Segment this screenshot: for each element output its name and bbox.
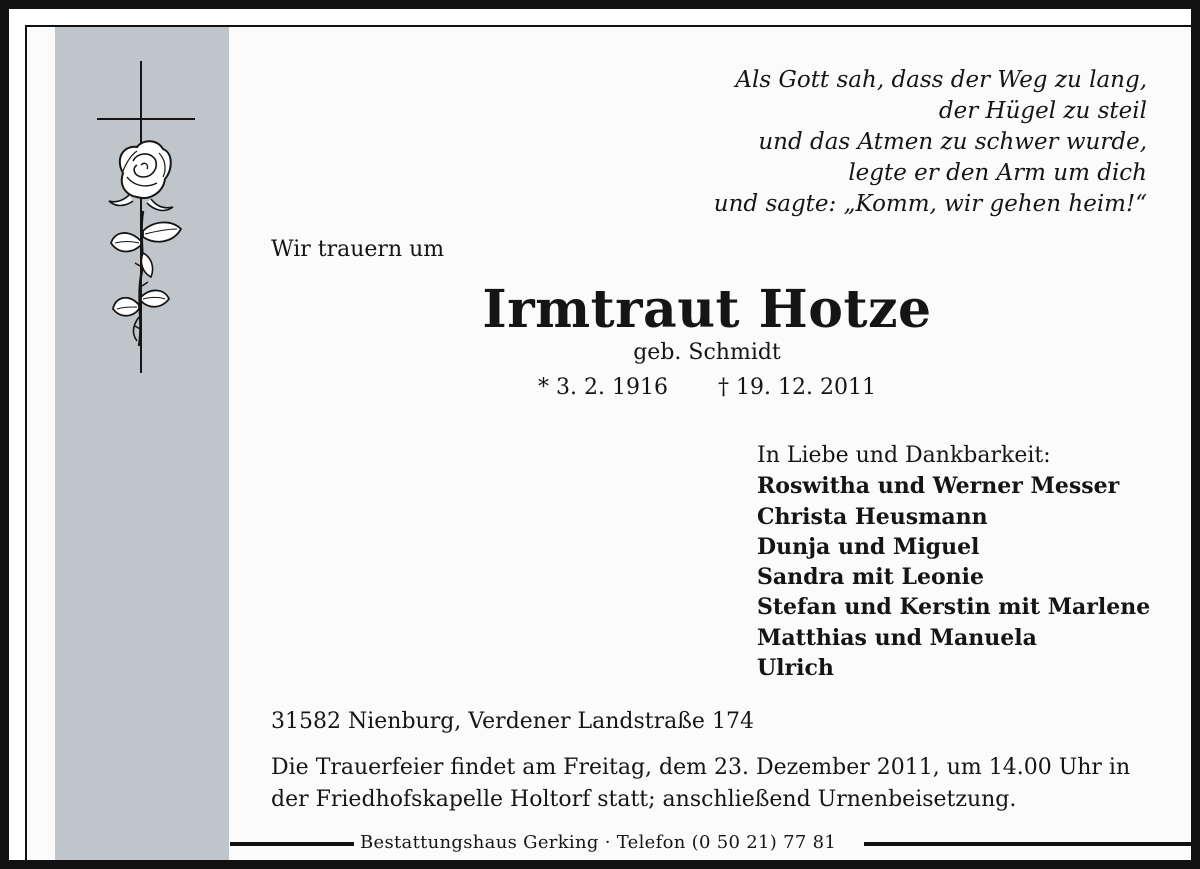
ceremony-notice <box>271 752 1171 816</box>
mourner-entry: Christa Heusmann <box>757 503 988 530</box>
footer-rule-right <box>864 842 1193 846</box>
mourner-entry: Roswitha und Werner Messer <box>757 473 1120 500</box>
mourner-entry: Dunja und Miguel <box>757 533 980 560</box>
life-dates <box>277 375 1137 400</box>
poem-line: legte er den Arm um dich <box>848 160 1147 186</box>
poem-line: und das Atmen zu schwer wurde, <box>758 129 1147 155</box>
poem <box>714 65 1147 220</box>
family-address: 31582 Nienburg, Verdener Landstraße 174 <box>271 709 754 734</box>
poem-line: und sagte: „Komm, wir gehen heim!“ <box>713 191 1147 217</box>
ceremony-line: Die Trauerfeier findet am Freitag, dem 23. Dezember 2011, um 14.00 Uhr in <box>271 755 1131 780</box>
maiden-name: geb. Schmidt <box>633 340 781 365</box>
mourners-intro: In Liebe und Dankbarkeit: <box>757 443 1051 468</box>
mourner-entry: Matthias und Manuela <box>757 624 1037 651</box>
birth-date: * 3. 2. 1916 <box>538 375 668 400</box>
funeral-home-credit: Bestattungshaus Gerking · Telefon (0 50 21) 77 81 <box>360 832 837 853</box>
poem-line: Als Gott sah, dass der Weg zu lang, <box>735 67 1147 93</box>
mourner-entry: Stefan und Kerstin mit Marlene <box>757 594 1151 621</box>
mourner-entry: Ulrich <box>757 655 834 682</box>
obituary-notice <box>25 25 1193 862</box>
deceased-name: Irmtraut Hotze <box>482 279 932 340</box>
footer-rule-left <box>230 842 354 846</box>
mourners-list <box>757 441 1150 683</box>
poem-line: der Hügel zu steil <box>938 98 1147 124</box>
mourning-intro: Wir trauern um <box>271 237 445 262</box>
cross-with-rose-icon <box>93 61 199 377</box>
mourner-entry: Sandra mit Leonie <box>757 564 984 591</box>
ceremony-line: der Friedhofskapelle Holtorf statt; anschließend Urnenbeisetzung. <box>271 787 1017 812</box>
death-date: † 19. 12. 2011 <box>718 375 876 400</box>
